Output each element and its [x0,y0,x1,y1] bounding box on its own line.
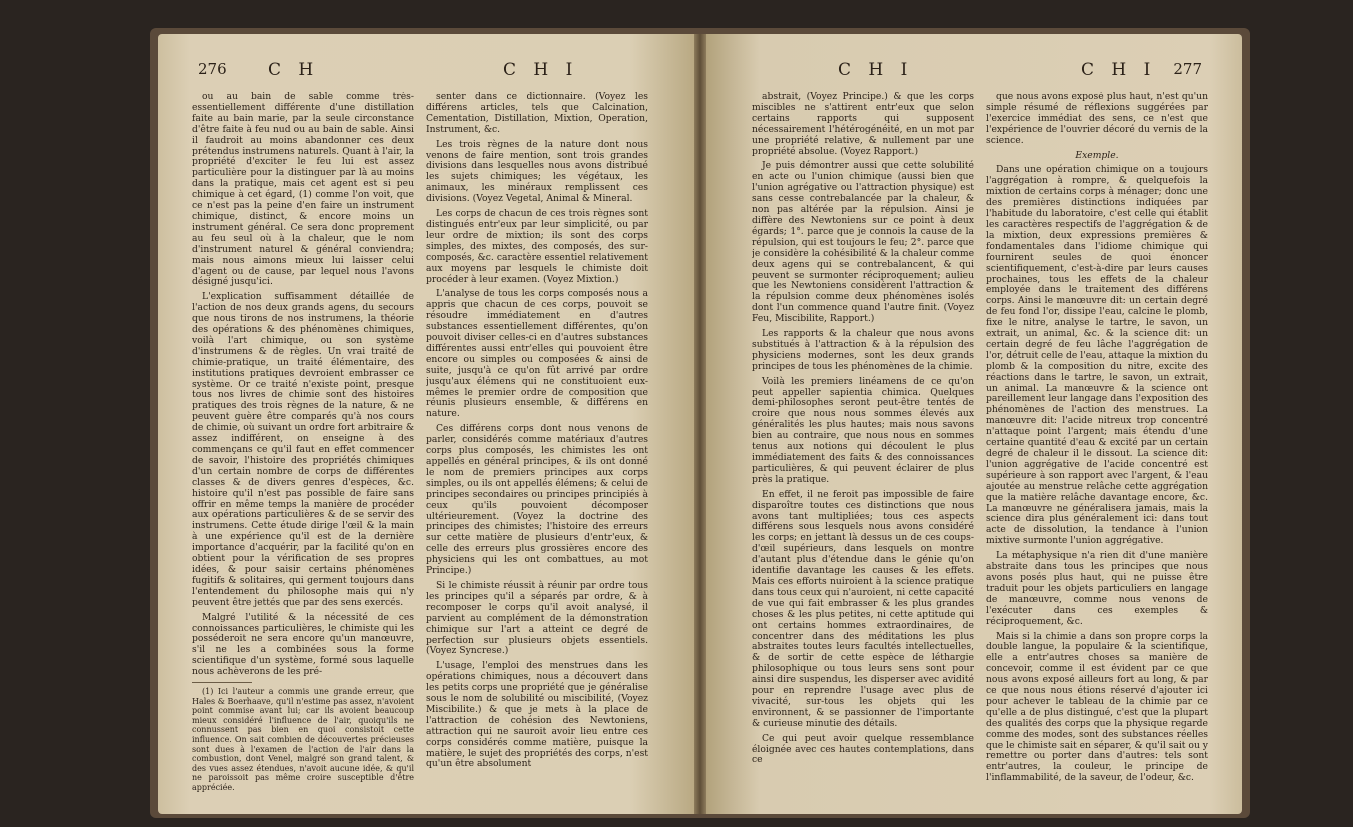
left-head-right: C H I [503,60,579,80]
paragraph: Voilà les premiers linéamens de ce qu'on peut appeller sapientia chimica. Quelques demi-philosophes seront peut-être tentés de croire que nous nous sommes élevés aux généralités les plus hautes; mais nous savons bien au contraire, que nous nous en sommes tenus aux notions qui découlent le plus immédiatement des faits & des connoissances particulières, & qui peuvent éclairer de plus près la pratique. [752,375,974,485]
paragraph: Les corps de chacun de ces trois règnes sont distingués entr'eux par leur simplicité, ou par leur ordre de mixtion; ils sont des corps simples, des mixtes, des composés, des sur-composés, &c. caractère essentiel relativement aux moyens par lesquels le chimiste doit procéder à leur examen. (Voyez Mixtion.) [426,208,648,285]
paragraph: abstrait, (Voyez Principe.) & que les corps miscibles ne s'attirent entr'eux que selon certains rapports qui supposent nécessairement l'hétérogénéité, en un mot par une propriété relative, & nullement par une propriété absolue. (Voyez Rapport.) [752,92,974,157]
paragraph: L'explication suffisamment détaillée de l'action de nos deux grands agens, du secours que nous tirons de nos instrumens, la théorie des opérations & des phénomènes chimiques, voilà l'art chimique, ou son système d'instrumens & de règles. Un vrai traité de chimie-pratique, un traité élémentaire, des institutions pratiques devroient embrasser ce système. Or ce traité n'existe point, presque tous nos livres de chimie sont des histoires pratiques des trois règnes de la nature, & ne peuvent guère être comparés qu'à nos cours de chimie, où suivant un ordre fort arbitraire & assez indifférent, on enseigne à des commençans ce qu'il faut en effet commencer de savoir, l'histoire des propriétés chimiques d'un certain nombre de corps de différentes classes & de divers genres d'espèces, &c. histoire qu'il n'est pas possible de faire sans offrir en même temps la manière de procéder aux opérations particulières & de se servir des instrumens. Cette étude dirige l'œil & la main à une expérience qu'il est de la dernière importance d'acquérir, par la facilité qu'on en obtient pour la vérification de ses propres idées, & pour saisir certains phénomènes fugitifs & solitaires, qui germent toujours dans l'entendement du philosophe mais qui n'y peuvent être jettés que par des sens exercés. [192,291,414,608]
paragraph: Les rapports & la chaleur que nous avons substitués à l'attraction & à la répulsion des physiciens modernes, sont les deux grands principes de tous les phénomènes de la chimie. [752,328,974,372]
right-head-right: C H I [1081,60,1157,80]
right-running-head [746,60,1202,82]
left-page-number: 276 [198,60,227,78]
book [150,28,1250,818]
left-running-head [198,60,654,82]
paragraph: senter dans ce dictionnaire. (Voyez les différens articles, tels que Calcination, Cementation, Distillation, Mixtion, Operation, Instrument, &c. [426,92,648,135]
right-head-left: C H I [838,60,914,80]
book-gutter [694,34,706,814]
paragraph: Dans une opération chimique on a toujours l'aggrégation à rompre, & quelquefois la mixtion de certains corps à ménager; donc une des premières distinctions indiquées par l'habitude du laboratoire, c'est celle qui établit les caractères respectifs de l'aggrégation & de la mixtion, deux expressions premières & fondamentales dans l'idiome chimique qui fournirent seules de quoi énoncer scientifiquement, c'est-à-dire par leurs causes prochaines, tous les effets de la chaleur employée dans le traitement des différens corps. Ainsi le manœuvre dit: un certain degré de feu fond l'or, dissipe l'eau, calcine le plomb, fixe le nitre, analyse le tartre, le savon, un extrait, un animal, &c. & la science dit: un certain degré de feu lâche l'aggrégation de l'or, détruit celle de l'eau, attaque la mixtion du plomb & la composition du nitre, excite des réactions dans le tartre, le savon, un extrait, un animal. La manœuvre & la science ont pareillement leur langage dans l'exposition des phénomènes de l'action des menstrues. La manœuvre dit: l'acide nitreux trop concentré n'attaque point l'argent; mais étendu d'une certaine quantité d'eau & excité par un certain degré de chaleur il le dissout. La science dit: l'union aggrégative de l'acide concentré est supérieure à son rapport avec l'argent, & l'eau ajoutée au menstrue relâche cette aggrégation que la matière relâche davantage encore, &c. La manœuvre ne généralisera jamais, mais la science dira plus généralement ici: dans tout acte de dissolution, la tendance à l'union mixtive surmonte l'union aggrégative. [986,164,1208,547]
paragraph: Ce qui peut avoir quelque ressemblance éloignée avec ces hautes contemplations, dans ce [752,732,974,766]
paragraph: Les trois règnes de la nature dont nous venons de faire mention, sont trois grandes divisions dans lesquelles nous avons distribué les sujets chimiques; les végétaux, les animaux, les minéraux remplissent ces divisions. (Voyez Vegetal, Animal & Mineral. [426,138,648,205]
left-column-1 [192,92,414,792]
paragraph: Je puis démontrer aussi que cette solubilité en acte ou l'union chimique (aussi bien que l'union agrégative ou l'attraction physique) est sans cesse contrebalancée par la chaleur, & non pas altérée par la répulsion. Ainsi je diffère des Newtoniens sur ce point à deux égards; 1°. parce que je connois la cause de la répulsion, qui est toujours le feu; 2°. parce que je considère la cohésibilité & la chaleur comme deux agens qui se contrebalancent, & qui peuvent se surmonter réciproquement; aulieu que les Newtoniens considèrent l'attraction & la répulsion comme deux phénomènes isolés dont l'un commence quand l'autre finit. (Voyez Feu, Miscibilite, Rapport.) [752,160,974,325]
paragraph: ou au bain de sable comme très-essentiellement différente d'une distillation faite au bain marie, par la seule circonstance d'être faite à feu nud ou au bain de sable. Ainsi il faudroit au moins abandonner ces deux prétendus instrumens naturels. Quant à l'air, la propriété d'exciter le feu lui est assez particulière pour la distinguer par là au moins dans la pratique, mais cet agent est si peu chimique à cet égard, (1) comme l'on voit, que ce n'est pas la peine d'en faire un instrument chimique, distinct, & encore moins un instrument général. Ce sera donc proprement au feu seul où à la chaleur, que le nom d'instrument naturel & général conviendra; mais nous aimons mieux lui laisser celui d'agent ou de cause, par lequel nous l'avons désigné jusqu'ici. [192,92,414,288]
paragraph: L'analyse de tous les corps composés nous a appris que chacun de ces corps, pouvoit se résoudre immédiatement en d'autres substances essentiellement différentes, qu'on pouvoit diviser celles-ci en d'autres substances différentes aussi entr'elles qui pouvoient être encore ou simples ou composées & ainsi de suite, jusqu'à ce qu'on fût arrivé par ordre jusqu'aux élémens qui ne constituoient eux-mêmes le premier ordre de composition que réunis plusieurs ensemble, & différens en nature. [426,288,648,420]
right-column-2 [986,92,1208,792]
paragraph: Mais si la chimie a dans son propre corps la double langue, la populaire & la scientifique, elle a entr'autres choses sa manière de concevoir, comme il est évident par ce que nous avons exposé ailleurs fort au long, & par ce que nous nous étions réservé d'ajouter ici pour achever le tableau de la chimie par ce qu'elle a de plus distingué, c'est que la plupart des qualités des corps que la physique regarde comme des modes, sont des substances réelles que le chimiste sait en séparer, & qu'il sait ou y remettre ou porter dans d'autres: tels sont entr'autres, la couleur, le principe de l'inflammabilité, de la saveur, de l'odeur, &c. [986,630,1208,784]
right-page [706,34,1242,814]
section-heading: Exemple. [1075,149,1119,161]
paragraph: En effet, il ne feroit pas impossible de faire disparoître toutes ces distinctions que nous avons tant multipliées; tous ces aspects différens sous lesquels nous avons considéré les corps; en jettant là dessus un de ces coups-d'œil supérieurs, dans lesquels on montre d'autant plus d'étendue dans le génie qu'on identifie davantage les causes & les effets. Mais ces efforts nuiroient à la science pratique dans tous ceux qui n'auroient, ni cette capacité de vue qui fait embrasser & les plus grandes choses & les plus petites, ni cette aptitude qui ont certains hommes extraordinaires, de concentrer dans des méditations les plus abstraites toutes leurs facultés intellectuelles, & de sortir de cette espèce de léthargie philosophique ou tous leurs sens sont pour ainsi dire suspendus, les disperser avec avidité pour en reprendre l'usage avec plus de vivacité, sur-tous les objets qui les environnent, & se passionner de l'importante & curieuse minutie des détails. [752,488,974,729]
paragraph: L'usage, l'emploi des menstrues dans les opérations chimiques, nous a découvert dans les petits corps une propriété que je généralise sous le nom de solubilité ou miscibilité, (Voyez Miscibilite.) & que je mets à la place de l'attraction de cohésion des Newtoniens, attraction qui ne sauroit avoir lieu entre ces corps considérés comme matière, puisque la matière, le sujet des propriétés des corps, n'est qu'un être absolument [426,660,648,770]
left-page [158,34,694,814]
right-page-number: 277 [1173,60,1202,78]
paragraph: Malgré l'utilité & la nécessité de ces connoissances particulières, le chimiste qui les posséderoit ne sera encore qu'un manœuvre, s'il ne les a combinées sous la forme scientifique d'un système, formé sous laquelle nous achèverons de les pré- [192,611,414,678]
paragraph: que nous avons exposé plus haut, n'est qu'un simple résumé de réflexions suggérées par l'exercice immédiat des sens, ce n'est que l'expérience de l'ouvrier décoré du vernis de la science. [986,92,1208,146]
paragraph: La métaphysique n'a rien dit d'une manière abstraite dans tous les principes que nous avons posés plus haut, qui ne puisse être traduit pour les objets particuliers en langage de manœuvre, comme nous venons de l'exécuter dans ces exemples & réciproquement, &c. [986,550,1208,627]
footnote: (1) Ici l'auteur a commis une grande erreur, que Hales & Boerhaave, qu'il n'estime pas assez, n'avoient point commise avant lui; car ils avoient beaucoup mieux considéré l'influence de l'air, quoiqu'ils ne connussent pas bien en quoi consistoit cette influence. On sait combien de découvertes précieuses sont dues à l'examen de l'action de l'air dans la combustion, dont Venel, malgré son grand talent, & des vues assez étendues, n'avoit aucune idée, & qu'il ne paroissoit pas même croire susceptible d'être appréciée. [192,687,414,792]
left-head-left: C H [268,60,320,80]
paragraph: Si le chimiste réussit à réunir par ordre tous les principes qu'il a séparés par ordre, & à recomposer le corps qu'il avoit analysé, il parvient au complément de la démonstration chimique sur l'art a atteint ce degré de perfection sur plusieurs objets essentiels. (Voyez Syncrese.) [426,579,648,657]
left-column-2 [426,92,648,792]
paragraph: Ces différens corps dont nous venons de parler, considérés comme matériaux d'autres corps plus composés, les chimistes les ont appellés en général principes, & ils ont donné le nom de premiers principes aux corps simples, ou ils ont appellés élémens; & celui de principes secondaires ou principes principiés à ceux qu'ils pouvoient décomposer ultérieurement. (Voyez la doctrine des principes des chimistes; l'histoire des erreurs sur cette matière de plusieurs d'entr'eux, & celle des erreurs plus grossières encore des physiciens qui les ont combattues, au mot Principe.) [426,423,648,577]
right-column-1 [752,92,974,792]
footnote-separator [192,682,252,683]
